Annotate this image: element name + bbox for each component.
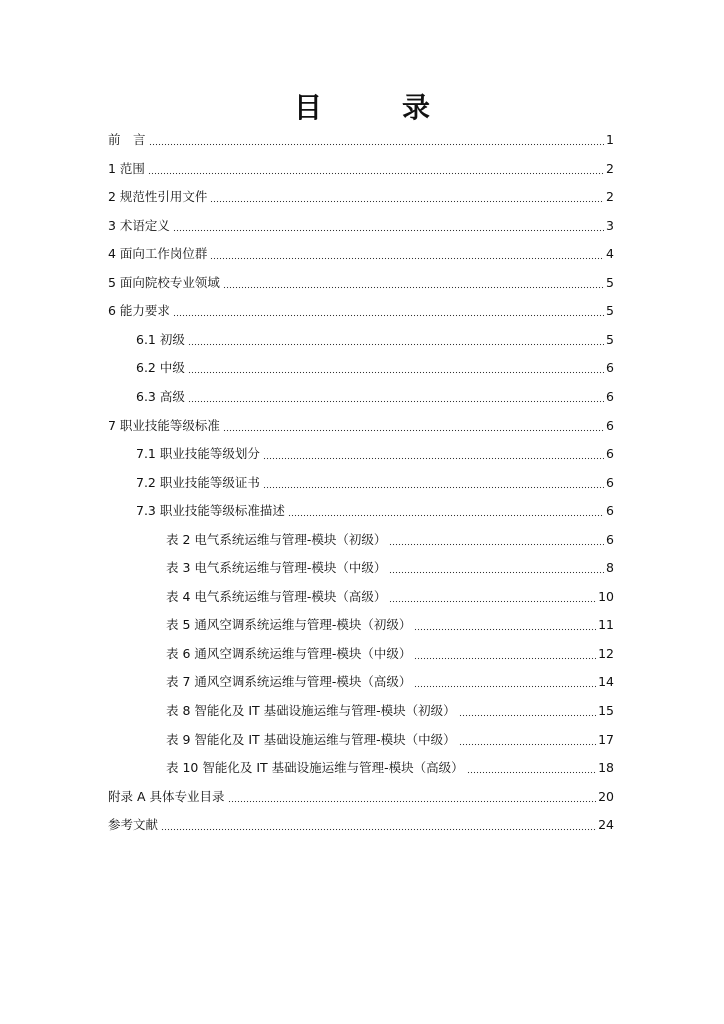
toc-dot-leader	[414, 668, 596, 696]
toc-entry-page-number: 11	[598, 617, 614, 633]
toc-entry[interactable]	[136, 497, 614, 525]
toc-entry-page-number: 2	[606, 160, 614, 176]
toc-entry-title: 6.2 中级	[136, 360, 185, 376]
toc-entry-title: 表 4 电气系统运维与管理-模块（高级）	[166, 588, 387, 604]
toc-entry[interactable]	[108, 811, 614, 839]
toc-entry-title: 6.3 高级	[136, 388, 185, 404]
toc-entry[interactable]	[108, 783, 614, 811]
toc-dot-leader	[459, 726, 596, 754]
toc-entry-page-number: 8	[606, 560, 614, 576]
toc-entry-title: 表 7 通风空调系统运维与管理-模块（高级）	[166, 674, 412, 690]
toc-entry-title: 7.1 职业技能等级划分	[136, 446, 260, 462]
toc-dot-leader	[459, 697, 596, 725]
toc-entry[interactable]	[166, 526, 614, 554]
toc-entry[interactable]	[166, 726, 614, 754]
toc-entry[interactable]	[136, 326, 614, 354]
toc-dot-leader	[188, 383, 604, 411]
toc-dot-leader	[161, 811, 596, 839]
toc-entry[interactable]	[166, 754, 614, 782]
toc-entry-title: 附录 A 具体专业目录	[108, 788, 225, 804]
toc-entry-title: 表 3 电气系统运维与管理-模块（中级）	[166, 560, 387, 576]
toc-entry-title: 7 职业技能等级标准	[108, 417, 220, 433]
toc-entry-page-number: 6	[606, 417, 614, 433]
toc-entry-title: 2 规范性引用文件	[108, 189, 208, 205]
toc-entry-title: 5 面向院校专业领域	[108, 274, 220, 290]
toc-entry-page-number: 24	[598, 817, 614, 833]
toc-entry-title: 6 能力要求	[108, 303, 170, 319]
toc-dot-leader	[389, 554, 604, 582]
toc-entry-title: 1 范围	[108, 160, 145, 176]
toc-entry-page-number: 6	[606, 531, 614, 547]
toc-dot-leader	[414, 640, 596, 668]
toc-entry-page-number: 18	[598, 760, 614, 776]
toc-entry-page-number: 4	[606, 246, 614, 262]
toc-entry[interactable]	[166, 668, 614, 696]
toc-dot-leader	[188, 326, 604, 354]
toc-entry-page-number: 5	[606, 303, 614, 319]
toc-entry-page-number: 3	[606, 217, 614, 233]
toc-entry-page-number: 6	[606, 446, 614, 462]
toc-entry[interactable]	[166, 583, 614, 611]
toc-entry[interactable]	[136, 383, 614, 411]
toc-entry[interactable]	[136, 469, 614, 497]
toc-entry-page-number: 6	[606, 388, 614, 404]
toc-entry-page-number: 15	[598, 703, 614, 718]
toc-dot-leader	[173, 297, 604, 325]
toc-entry[interactable]	[166, 611, 614, 639]
toc-entry[interactable]	[108, 155, 614, 183]
toc-dot-leader	[263, 469, 604, 497]
toc-entry[interactable]	[136, 354, 614, 382]
toc-dot-leader	[414, 611, 596, 639]
toc-entry[interactable]	[108, 412, 614, 440]
toc-dot-leader	[148, 155, 604, 183]
toc-entry-title: 表 2 电气系统运维与管理-模块（初级）	[166, 531, 387, 547]
toc-dot-leader	[389, 583, 596, 611]
toc-dot-leader	[223, 412, 604, 440]
toc-entry-title: 表 5 通风空调系统运维与管理-模块（初级）	[166, 617, 412, 633]
toc-entry[interactable]	[108, 240, 614, 268]
toc-entry-title: 参考文献	[108, 817, 159, 833]
toc-entry-title: 7.3 职业技能等级标准描述	[136, 503, 285, 519]
toc-entry-title: 4 面向工作岗位群	[108, 246, 208, 262]
toc-entry-page-number: 14	[598, 674, 614, 690]
toc-entry-page-number: 5	[606, 274, 614, 290]
toc-dot-leader	[263, 440, 604, 468]
toc-entry-title: 6.1 初级	[136, 331, 185, 347]
toc-dot-leader	[210, 240, 604, 268]
toc-title: 目 录	[293, 91, 456, 124]
toc-entry-title: 前 言	[108, 132, 146, 147]
toc-entry-title: 表 8 智能化及 IT 基础设施运维与管理-模块（初级）	[166, 703, 456, 718]
toc-entry-page-number: 12	[598, 645, 614, 661]
toc-entry[interactable]	[166, 640, 614, 668]
toc-dot-leader	[389, 526, 604, 554]
toc-entry-page-number: 6	[606, 503, 614, 519]
toc-dot-leader	[228, 783, 597, 811]
toc-entry-page-number: 2	[606, 189, 614, 205]
toc-entry-page-number: 5	[606, 331, 614, 347]
toc-dot-leader	[223, 269, 604, 297]
toc-entry-page-number: 10	[598, 588, 614, 604]
toc-entry-page-number: 6	[606, 360, 614, 376]
toc-entry-title: 表 9 智能化及 IT 基础设施运维与管理-模块（中级）	[166, 731, 456, 747]
toc-entry-title: 表 6 通风空调系统运维与管理-模块（中级）	[166, 645, 412, 661]
toc-entry-page-number: 17	[598, 731, 614, 747]
toc-entry[interactable]	[108, 183, 614, 211]
toc-entry[interactable]	[166, 697, 614, 725]
toc-dot-leader	[149, 126, 605, 154]
toc-entry[interactable]	[136, 440, 614, 468]
toc-entry-page-number: 6	[606, 474, 614, 490]
toc-dot-leader	[173, 212, 604, 240]
toc-entry[interactable]	[108, 297, 614, 325]
toc-entry-page-number: 20	[598, 788, 614, 804]
toc-entry-title: 3 术语定义	[108, 217, 170, 233]
toc-entry-page-number: 1	[606, 132, 614, 147]
toc-entry[interactable]	[108, 126, 614, 154]
toc-dot-leader	[467, 754, 596, 782]
toc-entry[interactable]	[108, 212, 614, 240]
toc-dot-leader	[288, 497, 604, 525]
toc-entry[interactable]	[166, 554, 614, 582]
toc-entry-title: 表 10 智能化及 IT 基础设施运维与管理-模块（高级）	[166, 760, 464, 776]
toc-dot-leader	[188, 354, 604, 382]
toc-entry-title: 7.2 职业技能等级证书	[136, 474, 260, 490]
toc-entry[interactable]	[108, 269, 614, 297]
toc-dot-leader	[210, 183, 604, 211]
